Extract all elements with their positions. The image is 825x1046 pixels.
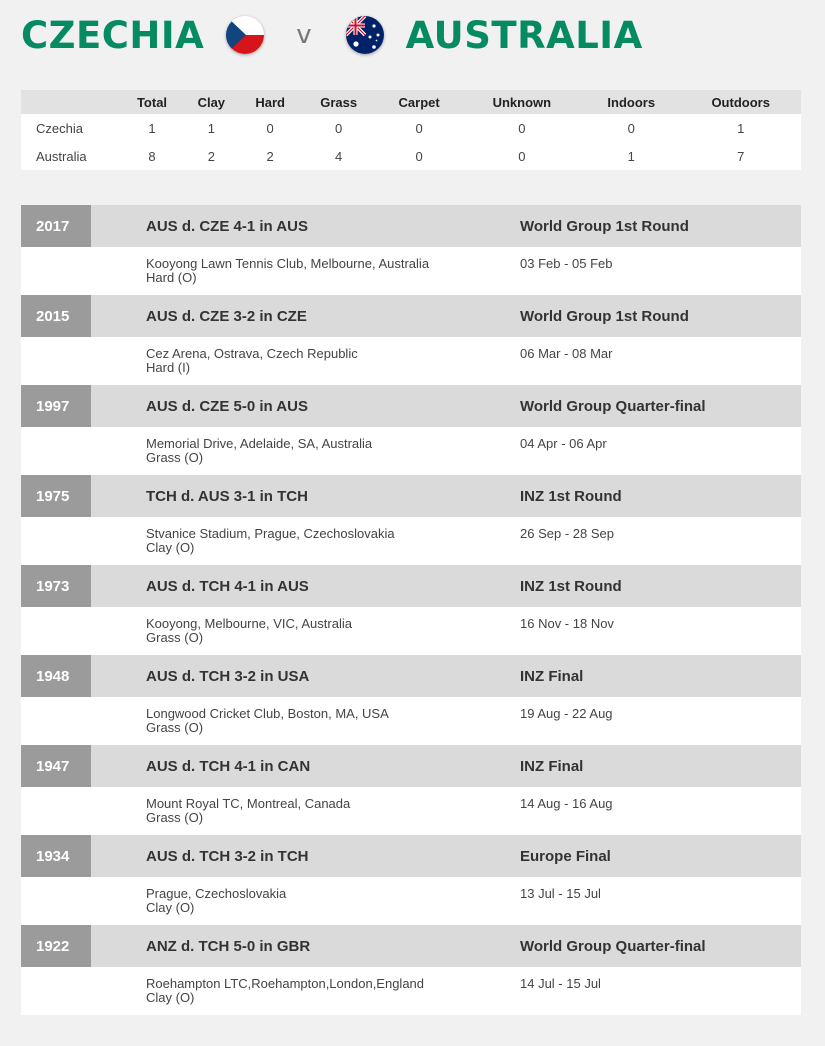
tie-surface: Hard (I) [146,360,191,375]
stats-header-blank [21,90,121,114]
tie-item[interactable] [21,295,801,385]
stats-col-header: Unknown [462,90,583,114]
tie-dates: 14 Jul - 15 Jul [520,976,601,991]
tie-venue: Longwood Cricket Club, Boston, MA, USA [146,706,389,721]
tie-header [21,925,801,967]
tie-result: AUS d. TCH 4-1 in AUS [146,577,309,595]
tie-venue: Kooyong, Melbourne, VIC, Australia [146,616,352,631]
stats-cell: 0 [301,114,377,142]
stats-col-header: Outdoors [680,90,801,114]
tie-surface: Clay (O) [146,540,195,555]
tie-venue-block [146,887,286,915]
tie-item[interactable] [21,745,801,835]
tie-item[interactable] [21,835,801,925]
head-to-head-stats-table [21,90,801,170]
tie-venue: Roehampton LTC,Roehampton,London,England [146,976,425,991]
tie-venue-block [146,347,358,375]
tie-year: 1922 [21,925,91,967]
tie-round: INZ Final [520,757,584,775]
tie-details [21,337,801,385]
tie-venue: Kooyong Lawn Tennis Club, Melbourne, Australia [146,256,430,271]
stats-row-name: Australia [21,142,121,170]
stats-col-header: Indoors [582,90,680,114]
tie-year: 1934 [21,835,91,877]
tie-details [21,427,801,475]
tie-round: World Group Quarter-final [520,397,706,415]
tie-venue: Cez Arena, Ostrava, Czech Republic [146,346,358,361]
tie-surface: Clay (O) [146,990,195,1005]
ties-list [21,205,801,1015]
stats-row-name: Czechia [21,114,121,142]
stats-cell: 4 [301,142,377,170]
tie-header [21,655,801,697]
tie-venue: Stvanice Stadium, Prague, Czechoslovakia [146,526,395,541]
tie-item[interactable] [21,385,801,475]
tie-result: ANZ d. TCH 5-0 in GBR [146,937,311,955]
stats-col-header: Hard [240,90,301,114]
tie-item[interactable] [21,655,801,745]
tie-surface: Grass (O) [146,630,204,645]
tie-details [21,877,801,925]
stats-cell: 1 [183,114,240,142]
stats-cell: 2 [183,142,240,170]
czech-flag-icon [226,16,264,54]
stats-cell: 1 [582,142,680,170]
tie-header [21,385,801,427]
tie-result: AUS d. CZE 3-2 in CZE [146,307,307,325]
tie-round: World Group Quarter-final [520,937,706,955]
team1-name: CZECHIA [21,13,205,57]
tie-header [21,205,801,247]
tie-details [21,967,801,1015]
tie-result: AUS d. CZE 5-0 in AUS [146,397,308,415]
tie-year: 1973 [21,565,91,607]
stats-col-header: Total [121,90,183,114]
tie-year: 2015 [21,295,91,337]
tie-venue: Prague, Czechoslovakia [146,886,287,901]
stats-col-header: Carpet [377,90,462,114]
tie-year: 1948 [21,655,91,697]
stats-row-australia [21,142,801,170]
tie-header [21,475,801,517]
tie-header [21,835,801,877]
tie-result: AUS d. TCH 4-1 in CAN [146,757,311,775]
tie-details [21,787,801,835]
stats-cell: 1 [680,114,801,142]
tie-venue-block [146,977,424,1005]
stats-cell: 0 [462,114,583,142]
stats-cell: 0 [582,114,680,142]
matchup-header [21,10,643,60]
tie-venue-block [146,617,352,645]
tie-dates: 06 Mar - 08 Mar [520,346,613,361]
tie-header [21,565,801,607]
tie-dates: 03 Feb - 05 Feb [520,256,613,271]
tie-dates: 13 Jul - 15 Jul [520,886,601,901]
tie-surface: Grass (O) [146,810,204,825]
tie-surface: Grass (O) [146,450,204,465]
tie-year: 1997 [21,385,91,427]
tie-details [21,697,801,745]
stats-cell: 0 [240,114,301,142]
tie-year: 2017 [21,205,91,247]
stats-header-row [21,90,801,114]
tie-item[interactable] [21,925,801,1015]
stats-col-header: Clay [183,90,240,114]
tie-venue: Memorial Drive, Adelaide, SA, Australia [146,436,373,451]
tie-venue-block [146,257,429,285]
stats-cell: 2 [240,142,301,170]
tie-item[interactable] [21,205,801,295]
tie-venue-block [146,797,350,825]
tie-details [21,247,801,295]
tie-details [21,607,801,655]
stats-cell: 8 [121,142,183,170]
tie-round: Europe Final [520,847,611,865]
tie-venue: Mount Royal TC, Montreal, Canada [146,796,351,811]
tie-round: World Group 1st Round [520,217,689,235]
tie-surface: Clay (O) [146,900,195,915]
tie-dates: 26 Sep - 28 Sep [520,526,614,541]
team2-name: AUSTRALIA [405,13,643,57]
tie-item[interactable] [21,475,801,565]
tie-header [21,295,801,337]
tie-round: INZ Final [520,667,584,685]
tie-surface: Hard (O) [146,270,197,285]
tie-round: INZ 1st Round [520,577,622,595]
stats-cell: 0 [377,142,462,170]
tie-year: 1975 [21,475,91,517]
tie-result: AUS d. TCH 3-2 in USA [146,667,310,685]
tie-result: TCH d. AUS 3-1 in TCH [146,487,308,505]
tie-round: World Group 1st Round [520,307,689,325]
tie-year: 1947 [21,745,91,787]
tie-dates: 19 Aug - 22 Aug [520,706,613,721]
tie-details [21,517,801,565]
tie-surface: Grass (O) [146,720,204,735]
tie-dates: 16 Nov - 18 Nov [520,616,614,631]
tie-result: AUS d. TCH 3-2 in TCH [146,847,309,865]
tie-header [21,745,801,787]
stats-cell: 1 [121,114,183,142]
tie-result: AUS d. CZE 4-1 in AUS [146,217,308,235]
stats-row-czechia [21,114,801,142]
tie-venue-block [146,527,395,555]
versus-label: v [296,20,312,50]
tie-item[interactable] [21,565,801,655]
tie-dates: 14 Aug - 16 Aug [520,796,613,811]
stats-cell: 0 [377,114,462,142]
stats-cell: 0 [462,142,583,170]
tie-dates: 04 Apr - 06 Apr [520,436,607,451]
tie-venue-block [146,707,389,735]
tie-round: INZ 1st Round [520,487,622,505]
stats-col-header: Grass [301,90,377,114]
australia-flag-icon [346,16,384,54]
stats-cell: 7 [680,142,801,170]
tie-venue-block [146,437,372,465]
